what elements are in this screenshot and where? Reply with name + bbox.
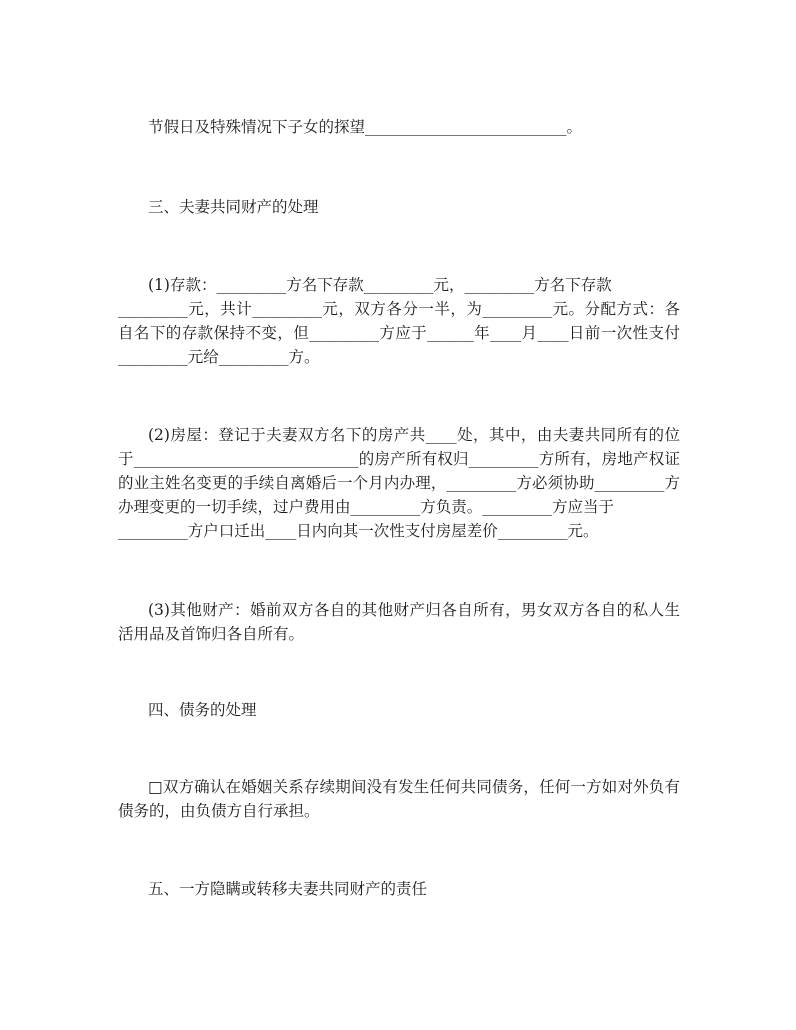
deposit-clause-line-3: 自名下的存款保持不变，但_________方应于______年____月____日前一次性支付	[118, 324, 680, 342]
deposit-clause-line-2: _________元，共计_________元，双方各分一半，为_________元。分配方式：各	[118, 300, 680, 318]
house-clause-line-2: 于_____________________________的房产所有权归_________方所有，房地产权证	[118, 450, 680, 468]
visitation-clause-line: 节假日及特殊情况下子女的探望__________________________。	[148, 118, 583, 136]
other-property-clause-line-2: 活用品及首饰归各自所有。	[118, 625, 305, 643]
house-clause-line-1: (2)房屋：登记于夫妻双方名下的房产共____处，其中，由夫妻共同所有的位	[148, 426, 680, 444]
house-clause-line-3: 的业主姓名变更的手续自离婚后一个月内办理，_________方必须协助_________方	[118, 474, 680, 492]
checkbox-icon: □	[148, 778, 163, 796]
house-clause-line-4: 办理变更的一切手续，过户费用由_________方负责。_________方应当于	[118, 498, 615, 516]
section-4-heading: 四、债务的处理	[148, 701, 257, 719]
debt-clause-text: 双方确认在婚姻关系存续期间没有发生任何共同债务，任何一方如对外负有	[162, 778, 680, 796]
other-property-clause-line-1: (3)其他财产：婚前双方各自的其他财产归各自所有，男女双方各自的私人生	[148, 601, 680, 619]
deposit-clause-line-1: (1)存款：_________方名下存款_________元，_________方名下存款	[148, 276, 612, 294]
section-5-heading: 五、一方隐瞒或转移夫妻共同财产的责任	[148, 880, 428, 898]
section-3-heading: 三、夫妻共同财产的处理	[148, 198, 319, 216]
house-clause-line-5: _________方户口迁出____日内向其一次性支付房屋差价_________元。	[118, 522, 599, 540]
deposit-clause-line-4: _________元给_________方。	[118, 348, 320, 366]
debt-clause-line-1	[148, 775, 680, 799]
debt-clause-line-2: 债务的，由负债方自行承担。	[118, 802, 320, 820]
